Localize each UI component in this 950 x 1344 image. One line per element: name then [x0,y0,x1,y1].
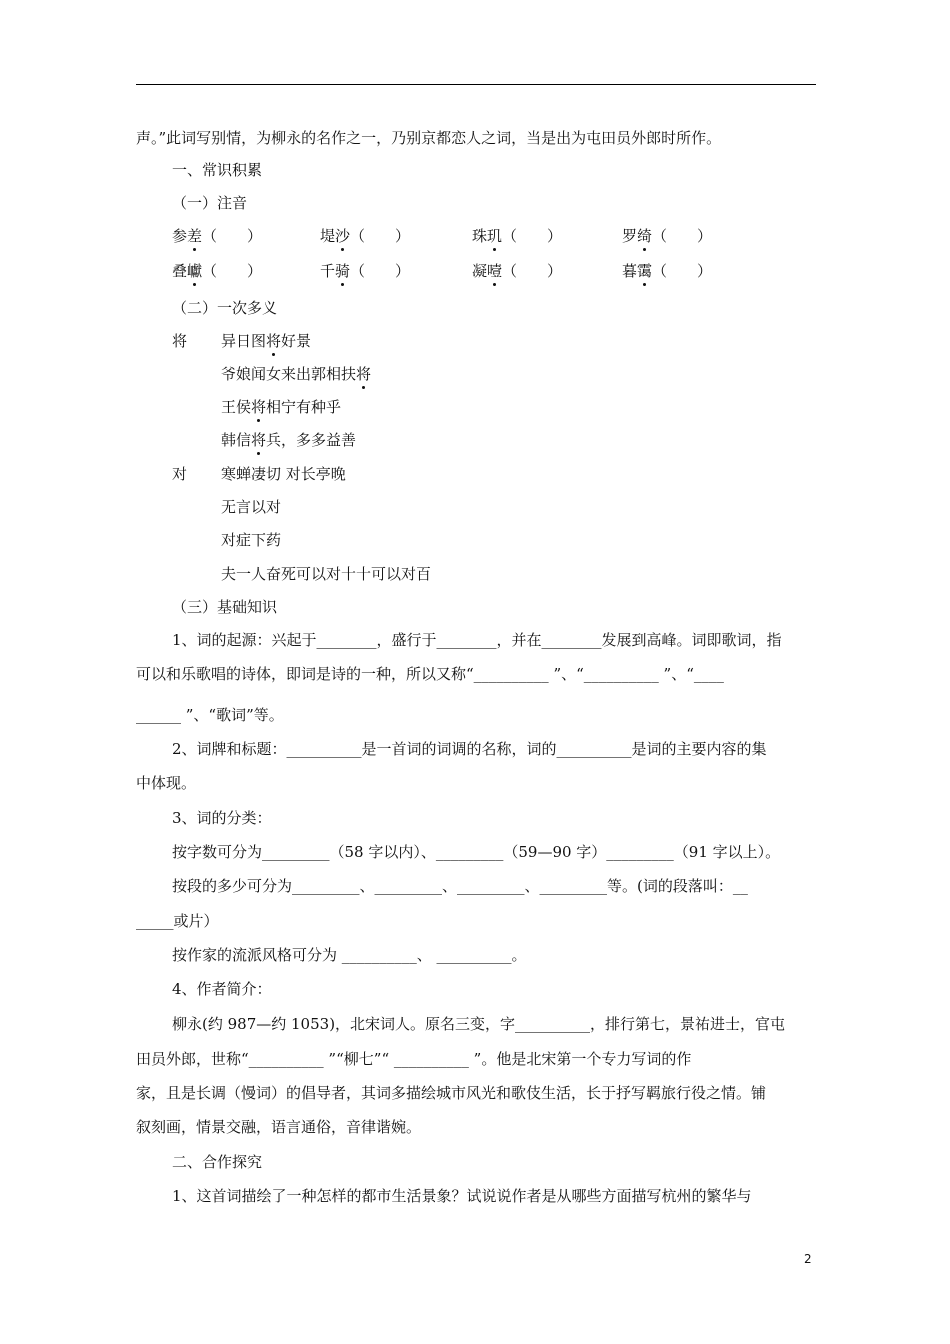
basics-item-2: 2、词牌和标题：__________是一首词的词调的名称，词的__________是词的主要内容的集 [172,740,767,758]
basics-item-1-cont: ______ ”、“歌词”等。 [136,706,284,724]
basics-item-1-cont: 可以和乐歌唱的诗体，即词是诗的一种，所以又称“__________ ”、“__________ ”、“____ [136,665,724,683]
author-intro-line: 叙刻画，情景交融，语言通俗，音律谐婉。 [136,1118,422,1136]
author-intro-line: 家，且是长调（慢词）的倡导者，其词多描绘城市风光和歌伎生活，长于抒写羁旅行役之情。铺 [136,1084,767,1102]
basics-item-3-styles: 按作家的流派风格可分为 __________、 __________。 [172,946,527,964]
section-heading-2: 二、合作探究 [172,1153,263,1171]
polysemy-sentence: 王侯将相宁有种乎 [221,398,342,416]
pinyin-item: 凝噎（ ） [472,262,563,280]
polysemy-sentence: 爷娘闻女来出郭相扶将 [221,365,372,383]
polysemy-sentence: 夫一人奋死可以对十十可以对百 [221,565,432,583]
basics-item-2-cont: 中体现。 [136,774,197,792]
author-intro-line: 田员外郎，世称“__________ ”“柳七”“ __________ ”。他是北宋第一个专力写词的作 [136,1050,692,1068]
polysemy-sentence: 异日图将好景 [221,332,312,350]
pinyin-item: 参差（ ） [172,227,263,245]
basics-item-3-sections-cont: _____或片） [136,912,219,930]
polysemy-sentence: 无言以对 [221,498,282,516]
polysemy-sentence: 韩信将兵，多多益善 [221,431,357,449]
basics-item-3-sections: 按段的多少可分为_________、_________、_________、_________等。(词的段落叫：__ [172,877,748,895]
subsection-heading-polysemy: （二）一次多义 [172,299,278,317]
question-1: 1、这首词描绘了一种怎样的都市生活景象？试说说作者是从哪些方面描写杭州的繁华与 [172,1187,752,1205]
basics-item-4: 4、作者简介： [172,980,272,998]
subsection-heading-pinyin: （一）注音 [172,194,248,212]
polysemy-char-dui: 对 [172,465,188,483]
polysemy-sentence: 寒蝉凄切 对长亭晚 [221,465,346,483]
pinyin-item: 暮霭（ ） [622,262,713,280]
pinyin-item: 珠玑（ ） [472,227,563,245]
pinyin-item: 堤沙（ ） [320,227,411,245]
pinyin-item: 千骑（ ） [320,262,411,280]
section-heading-1: 一、常识积累 [172,161,263,179]
polysemy-sentence: 对症下药 [221,531,282,549]
header-rule [136,84,816,85]
polysemy-char-jiang: 将 [172,332,188,350]
subsection-heading-basics: （三）基础知识 [172,598,278,616]
basics-item-1: 1、词的起源：兴起于________，盛行于________，并在________发展到高峰。词即歌词，指 [172,631,782,649]
author-intro-line: 柳永(约 987—约 1053)，北宋词人。原名三变，字__________，排行第七，景祐进士，官屯 [172,1015,786,1033]
intro-line: 声。”此词写别情，为柳永的名作之一，乃别京都恋人之词，当是出为屯田员外郎时所作。 [136,129,722,147]
pinyin-item: 罗绮（ ） [622,227,713,245]
pinyin-item: 叠巘（ ） [172,262,263,280]
basics-item-3-words: 按字数可分为_________（58 字以内）、_________（59—90 字）_________（91 字以上）。 [172,843,781,861]
basics-item-3: 3、词的分类： [172,809,272,827]
page-number: 2 [804,1252,812,1266]
